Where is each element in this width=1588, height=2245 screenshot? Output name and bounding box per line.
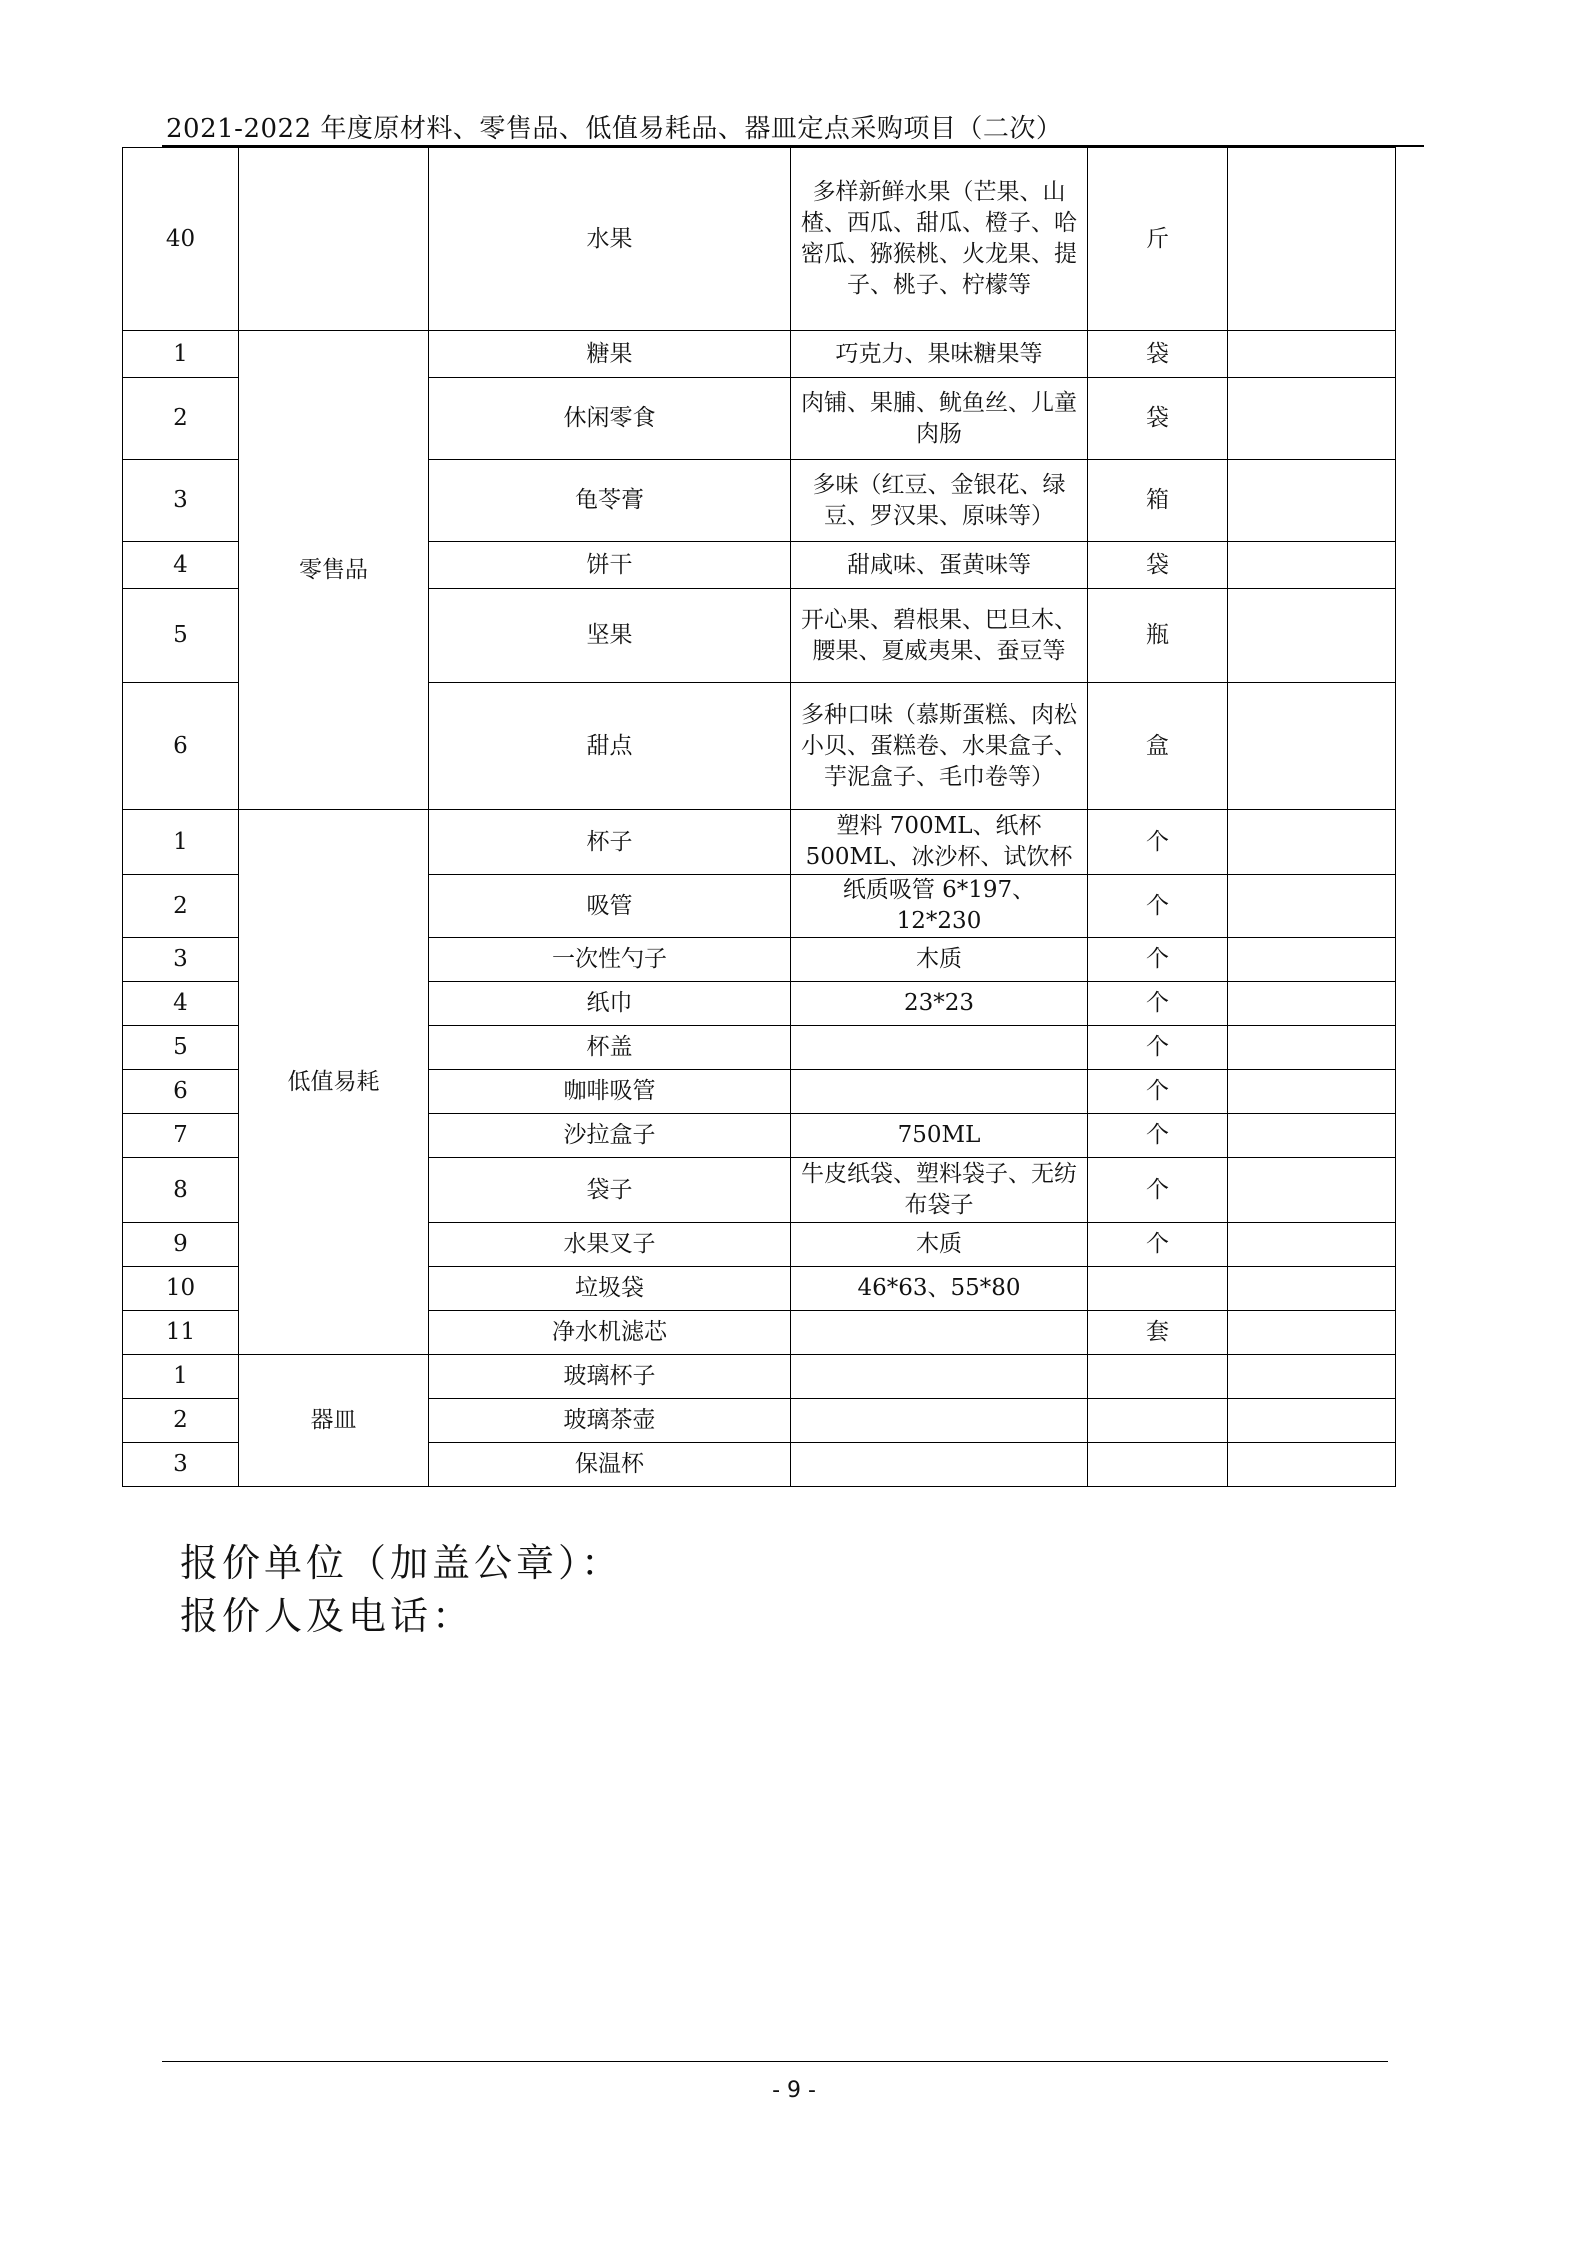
table-row <box>123 1355 1396 1399</box>
item-name: 玻璃杯子 <box>429 1355 791 1399</box>
item-price <box>1228 875 1396 938</box>
item-spec: 巧克力、果味糖果等 <box>791 331 1088 378</box>
item-price <box>1228 542 1396 589</box>
row-number: 2 <box>123 378 239 460</box>
item-name: 沙拉盒子 <box>429 1114 791 1158</box>
item-price <box>1228 1311 1396 1355</box>
item-price <box>1228 1114 1396 1158</box>
row-number: 9 <box>123 1223 239 1267</box>
row-number: 6 <box>123 683 239 810</box>
item-name: 甜点 <box>429 683 791 810</box>
item-unit <box>1088 1443 1228 1487</box>
row-number: 6 <box>123 1070 239 1114</box>
item-spec: 750ML <box>791 1114 1088 1158</box>
item-spec <box>791 1443 1088 1487</box>
table-row <box>123 148 1396 331</box>
page-header-title: 2021-2022 年度原材料、零售品、低值易耗品、器皿定点采购项目（二次） <box>166 114 1063 144</box>
item-price <box>1228 148 1396 331</box>
item-unit: 套 <box>1088 1311 1228 1355</box>
item-name: 净水机滤芯 <box>429 1311 791 1355</box>
item-unit: 斤 <box>1088 148 1228 331</box>
item-name: 休闲零食 <box>429 378 791 460</box>
category-cell <box>239 148 429 331</box>
item-price <box>1228 982 1396 1026</box>
item-price <box>1228 1355 1396 1399</box>
item-name: 水果叉子 <box>429 1223 791 1267</box>
item-name: 糖果 <box>429 331 791 378</box>
item-price <box>1228 810 1396 875</box>
item-name: 咖啡吸管 <box>429 1070 791 1114</box>
item-price <box>1228 1267 1396 1311</box>
item-name: 垃圾袋 <box>429 1267 791 1311</box>
item-unit: 瓶 <box>1088 589 1228 683</box>
row-number: 1 <box>123 810 239 875</box>
category-cell: 器皿 <box>239 1355 429 1487</box>
item-unit: 个 <box>1088 1026 1228 1070</box>
procurement-table <box>122 147 1396 1487</box>
item-price <box>1228 331 1396 378</box>
row-number: 4 <box>123 982 239 1026</box>
item-unit: 个 <box>1088 1114 1228 1158</box>
item-spec: 塑料 700ML、纸杯 500ML、冰沙杯、试饮杯 <box>791 810 1088 875</box>
item-name: 一次性勺子 <box>429 938 791 982</box>
item-name: 水果 <box>429 148 791 331</box>
item-spec: 多味（红豆、金银花、绿豆、罗汉果、原味等） <box>791 460 1088 542</box>
item-spec: 多种口味（慕斯蛋糕、肉松小贝、蛋糕卷、水果盒子、芋泥盒子、毛巾卷等） <box>791 683 1088 810</box>
quote-person-label: 报价人及电话： <box>180 1594 475 1638</box>
item-spec <box>791 1399 1088 1443</box>
item-spec <box>791 1026 1088 1070</box>
item-price <box>1228 1026 1396 1070</box>
item-name: 吸管 <box>429 875 791 938</box>
item-unit: 个 <box>1088 982 1228 1026</box>
item-unit: 个 <box>1088 875 1228 938</box>
item-name: 保温杯 <box>429 1443 791 1487</box>
item-spec: 多样新鲜水果（芒果、山楂、西瓜、甜瓜、橙子、哈密瓜、猕猴桃、火龙果、提子、桃子、柠檬等 <box>791 148 1088 331</box>
item-spec: 23*23 <box>791 982 1088 1026</box>
item-unit <box>1088 1267 1228 1311</box>
item-price <box>1228 460 1396 542</box>
row-number: 5 <box>123 589 239 683</box>
item-name: 饼干 <box>429 542 791 589</box>
item-spec: 牛皮纸袋、塑料袋子、无纺布袋子 <box>791 1158 1088 1223</box>
row-number: 4 <box>123 542 239 589</box>
item-spec: 46*63、55*80 <box>791 1267 1088 1311</box>
item-name: 杯盖 <box>429 1026 791 1070</box>
item-unit: 个 <box>1088 1158 1228 1223</box>
page-number: - 9 - <box>772 2078 816 2103</box>
item-price <box>1228 938 1396 982</box>
row-number: 1 <box>123 1355 239 1399</box>
item-spec <box>791 1311 1088 1355</box>
item-name: 龟苓膏 <box>429 460 791 542</box>
row-number: 3 <box>123 938 239 982</box>
item-unit: 袋 <box>1088 542 1228 589</box>
item-price <box>1228 1223 1396 1267</box>
item-price <box>1228 1443 1396 1487</box>
item-price <box>1228 1070 1396 1114</box>
item-name: 玻璃茶壶 <box>429 1399 791 1443</box>
item-name: 袋子 <box>429 1158 791 1223</box>
item-unit: 个 <box>1088 938 1228 982</box>
item-unit: 袋 <box>1088 331 1228 378</box>
item-spec: 木质 <box>791 938 1088 982</box>
item-price <box>1228 589 1396 683</box>
item-price <box>1228 1158 1396 1223</box>
item-price <box>1228 683 1396 810</box>
table-row <box>123 810 1396 875</box>
item-spec <box>791 1355 1088 1399</box>
row-number: 2 <box>123 1399 239 1443</box>
category-cell: 低值易耗 <box>239 810 429 1355</box>
item-spec: 肉铺、果脯、鱿鱼丝、儿童肉肠 <box>791 378 1088 460</box>
row-number: 10 <box>123 1267 239 1311</box>
item-unit: 个 <box>1088 1223 1228 1267</box>
category-cell: 零售品 <box>239 331 429 810</box>
row-number: 40 <box>123 148 239 331</box>
row-number: 1 <box>123 331 239 378</box>
item-unit <box>1088 1355 1228 1399</box>
item-name: 杯子 <box>429 810 791 875</box>
table-row <box>123 331 1396 378</box>
item-unit: 袋 <box>1088 378 1228 460</box>
item-price <box>1228 1399 1396 1443</box>
row-number: 3 <box>123 1443 239 1487</box>
item-unit: 箱 <box>1088 460 1228 542</box>
item-unit: 盒 <box>1088 683 1228 810</box>
quote-unit-label: 报价单位（加盖公章）： <box>180 1541 624 1585</box>
item-spec: 甜咸味、蛋黄味等 <box>791 542 1088 589</box>
footer-divider <box>162 2061 1388 2062</box>
row-number: 8 <box>123 1158 239 1223</box>
item-name: 坚果 <box>429 589 791 683</box>
row-number: 3 <box>123 460 239 542</box>
item-spec <box>791 1070 1088 1114</box>
item-spec: 开心果、碧根果、巴旦木、腰果、夏威夷果、蚕豆等 <box>791 589 1088 683</box>
item-unit: 个 <box>1088 810 1228 875</box>
procurement-table-body <box>123 148 1396 1487</box>
row-number: 5 <box>123 1026 239 1070</box>
item-unit: 个 <box>1088 1070 1228 1114</box>
item-price <box>1228 378 1396 460</box>
row-number: 2 <box>123 875 239 938</box>
item-name: 纸巾 <box>429 982 791 1026</box>
item-spec: 纸质吸管 6*197、12*230 <box>791 875 1088 938</box>
row-number: 7 <box>123 1114 239 1158</box>
item-spec: 木质 <box>791 1223 1088 1267</box>
item-unit <box>1088 1399 1228 1443</box>
row-number: 11 <box>123 1311 239 1355</box>
